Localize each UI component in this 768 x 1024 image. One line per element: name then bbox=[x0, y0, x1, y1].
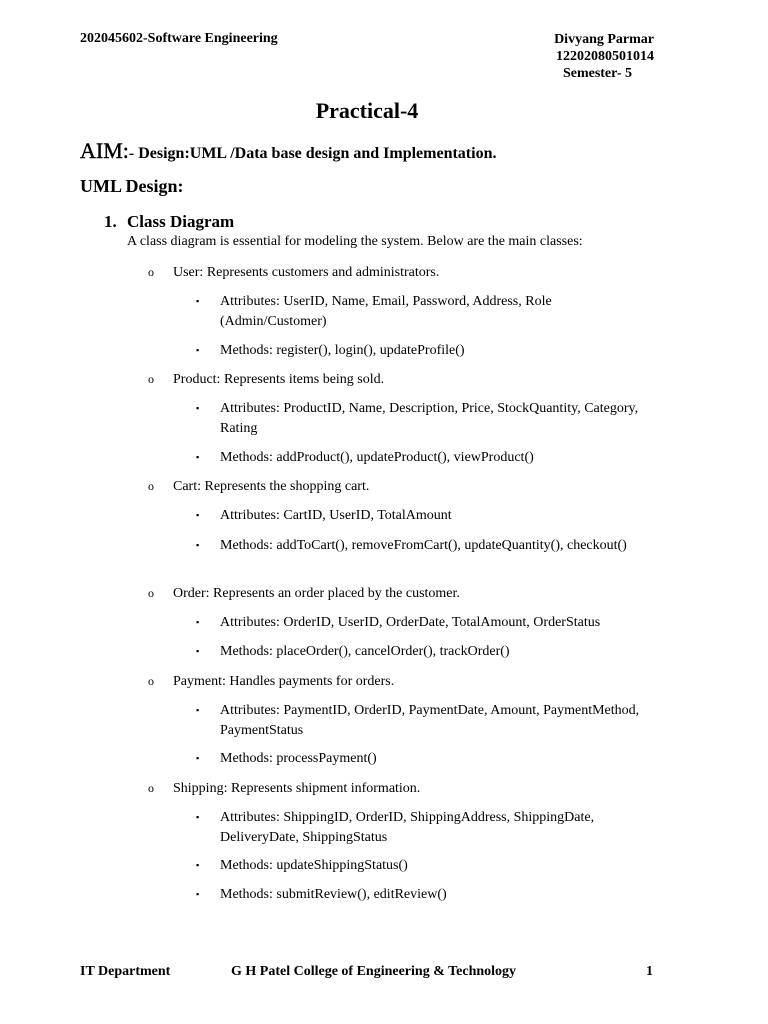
square-bullet-icon: ▪ bbox=[196, 452, 200, 462]
circle-bullet-icon: o bbox=[148, 372, 154, 386]
section-number: 1. bbox=[104, 212, 117, 231]
footer-college: G H Patel College of Engineering & Technology bbox=[231, 964, 517, 979]
section-heading bbox=[104, 212, 234, 232]
header-semester: Semester- 5 bbox=[562, 66, 632, 81]
header-student-name: Divyang Parmar bbox=[554, 32, 654, 47]
aim-dash: - bbox=[128, 145, 139, 162]
class-detail: Methods: placeOrder(), cancelOrder(), trackOrder() bbox=[220, 644, 510, 659]
class-description: Payment: Handles payments for orders. bbox=[173, 674, 395, 689]
class-detail: Attributes: CartID, UserID, TotalAmount bbox=[220, 508, 452, 523]
square-bullet-icon: ▪ bbox=[196, 540, 200, 550]
class-detail: Methods: updateShippingStatus() bbox=[220, 858, 408, 873]
class-detail: Methods: addProduct(), updateProduct(), viewProduct() bbox=[220, 450, 534, 465]
class-detail: Attributes: PaymentID, OrderID, PaymentDate, Amount, PaymentMethod, PaymentStatus bbox=[220, 703, 640, 738]
square-bullet-icon: ▪ bbox=[196, 403, 200, 413]
square-bullet-icon: ▪ bbox=[196, 705, 200, 715]
uml-heading: UML Design: bbox=[80, 176, 184, 196]
square-bullet-icon: ▪ bbox=[196, 510, 200, 520]
circle-bullet-icon: o bbox=[148, 265, 154, 279]
square-bullet-icon: ▪ bbox=[196, 646, 200, 656]
square-bullet-icon: ▪ bbox=[196, 812, 200, 822]
header-enrollment: 12202080501014 bbox=[556, 49, 654, 64]
class-detail: Methods: register(), login(), updateProfile() bbox=[220, 343, 465, 358]
footer-page-number: 1 bbox=[646, 964, 653, 979]
class-description: Shipping: Represents shipment information. bbox=[173, 781, 421, 796]
class-description: Order: Represents an order placed by the customer. bbox=[173, 586, 460, 601]
class-description: Cart: Represents the shopping cart. bbox=[173, 479, 370, 494]
class-detail: Methods: processPayment() bbox=[220, 751, 377, 766]
class-detail: Methods: submitReview(), editReview() bbox=[220, 887, 447, 902]
circle-bullet-icon: o bbox=[148, 781, 154, 795]
square-bullet-icon: ▪ bbox=[196, 889, 200, 899]
circle-bullet-icon: o bbox=[148, 674, 154, 688]
square-bullet-icon: ▪ bbox=[196, 860, 200, 870]
header-course: 202045602-Software Engineering bbox=[80, 31, 278, 46]
class-detail: Methods: addToCart(), removeFromCart(), updateQuantity(), checkout() bbox=[220, 538, 627, 553]
class-detail: Attributes: OrderID, UserID, OrderDate, TotalAmount, OrderStatus bbox=[220, 615, 601, 630]
section-intro: A class diagram is essential for modeling the system. Below are the main classes: bbox=[127, 234, 583, 249]
aim-text: Design:UML /Data base design and Implementation. bbox=[138, 145, 497, 162]
square-bullet-icon: ▪ bbox=[196, 345, 200, 355]
section-title: Class Diagram bbox=[127, 212, 235, 231]
class-detail: Attributes: ProductID, Name, Description, Price, StockQuantity, Category, Rating bbox=[220, 401, 639, 436]
square-bullet-icon: ▪ bbox=[196, 753, 200, 763]
class-detail: Attributes: UserID, Name, Email, Password, Address, Role (Admin/Customer) bbox=[220, 294, 552, 329]
square-bullet-icon: ▪ bbox=[196, 296, 200, 306]
circle-bullet-icon: o bbox=[148, 586, 154, 600]
aim-line bbox=[80, 138, 496, 164]
square-bullet-icon: ▪ bbox=[196, 617, 200, 627]
page-title: Practical-4 bbox=[315, 98, 419, 123]
header-student-info bbox=[520, 31, 654, 82]
circle-bullet-icon: o bbox=[148, 479, 154, 493]
class-description: User: Represents customers and administrators. bbox=[173, 265, 440, 280]
class-detail: Attributes: ShippingID, OrderID, ShippingAddress, ShippingDate, DeliveryDate, ShippingStatus bbox=[220, 810, 595, 845]
aim-label: AIM: bbox=[80, 138, 129, 163]
class-description: Product: Represents items being sold. bbox=[173, 372, 385, 387]
footer-department: IT Department bbox=[80, 964, 171, 979]
